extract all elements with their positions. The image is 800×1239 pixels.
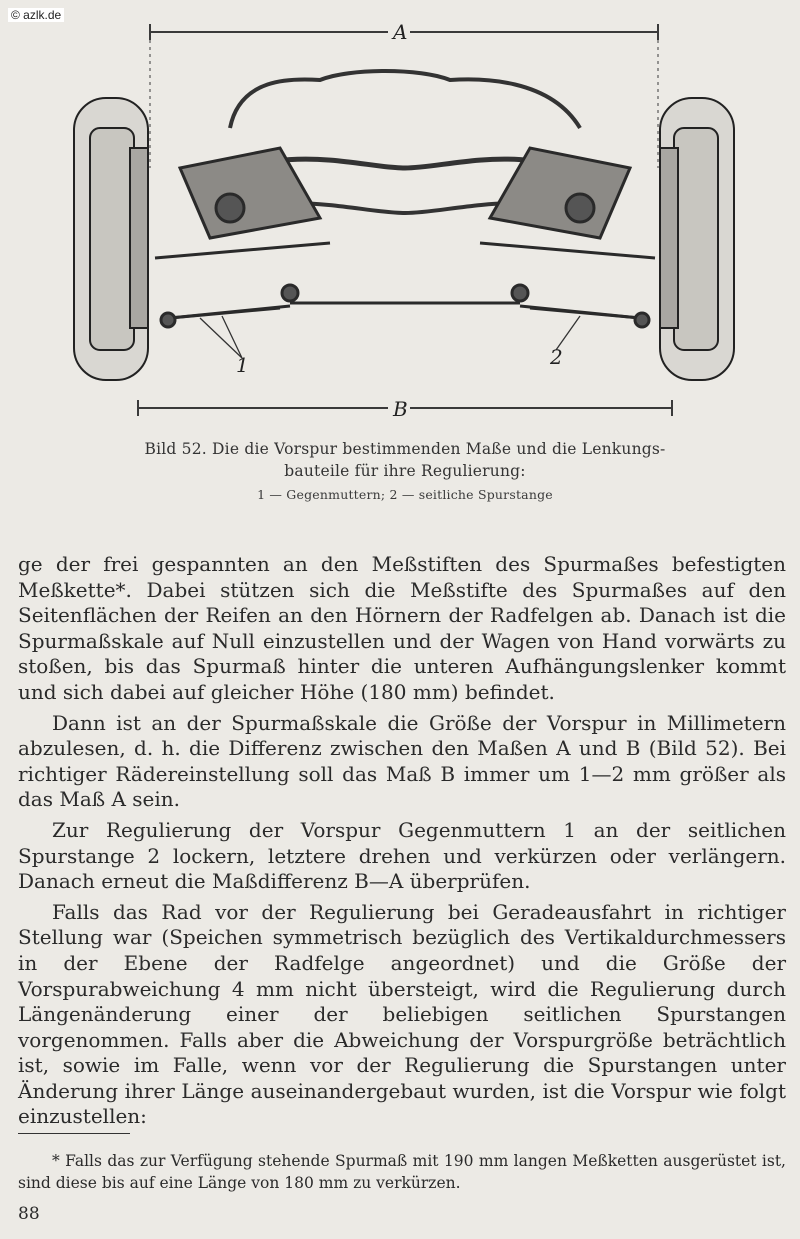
- left-wheel: [74, 98, 148, 380]
- front-axle-illustration: [60, 18, 750, 428]
- paragraph-4: Falls das Rad vor der Regulierung bei Geradeausfahrt in richtiger Stellung war (Speichen symmetrisch bezüglich des Vertikaldurchmessers in der Ebene der Radfelge angeordnet) und die Größe der Vorspurabweichung 4 mm nicht übersteigt, wird die Regulierung durch Längenänderung einer der beliebigen seitlichen Spurstangen vorgenommen. Falls aber die Abweichung der Vorspurgröße beträchtlich ist, sowie im Falle, wenn vor der Regulierung die Spurstangen unter Änderung ihrer Länge auseinandergebaut wurden, ist die Vorspur wie folgt einzustellen:: [18, 899, 786, 1129]
- footnote: * Falls das zur Verfügung stehende Spurmaß mit 190 mm langen Meßketten ausgerüstet ist, sind diese bis auf eine Länge von 180 mm zu verkürzen.: [18, 1152, 786, 1192]
- paragraph-3: Zur Regulierung der Vorspur Gegenmuttern 1 an der seitlichen Spurstange 2 lockern, letztere drehen und verkürzen oder verlängern. Danach erneut die Maßdifferenz B—A überprüfen.: [18, 817, 786, 894]
- caption-line-1: Bild 52. Die die Vorspur bestimmenden Maße und die Lenkungs-: [144, 440, 666, 458]
- right-wheel: [660, 98, 734, 380]
- body-text: [18, 552, 786, 1135]
- watermark: © azlk.de: [8, 8, 64, 22]
- paragraph-2: Dann ist an der Spurmaßskale die Größe der Vorspur in Millimetern abzulesen, d. h. die Differenz zwischen den Maßen A und B (Bild 52). Bei richtiger Rädereinstellung soll das Maß B immer um 1—2 mm größer als das Maß A sein.: [18, 710, 786, 812]
- caption-line-2: bauteile für ihre Regulierung:: [284, 462, 526, 480]
- label-2: 2: [550, 345, 563, 369]
- caption-legend: 1 — Gegenmuttern; 2 — seitliche Spurstange: [257, 487, 553, 502]
- footnote-rule: [18, 1133, 130, 1134]
- steering-linkage: [161, 285, 649, 327]
- stabilizer-bar: [230, 71, 580, 128]
- label-1: 1: [236, 353, 249, 377]
- left-suspension: [155, 148, 330, 318]
- label-a: A: [393, 20, 408, 44]
- page-number: 88: [18, 1204, 40, 1224]
- figure-52: [60, 18, 750, 428]
- label-b: B: [393, 397, 408, 421]
- paragraph-1: ge der frei gespannten an den Meßstiften des Spurmaßes befestigten Meßkette*. Dabei stützen sich die Meßstifte des Spurmaßes auf den Seitenflächen der Reifen an den Hörnern der Radfelgen ab. Danach ist die Spurmaßskale auf Null einzustellen und der Wagen von Hand vorwärts zu stoßen, bis das Spurmaß hinter die unteren Aufhängungslenker kommt und sich dabei auf gleicher Höhe (180 mm) befindet.: [18, 552, 786, 704]
- right-suspension: [480, 148, 655, 318]
- figure-caption: [60, 438, 750, 506]
